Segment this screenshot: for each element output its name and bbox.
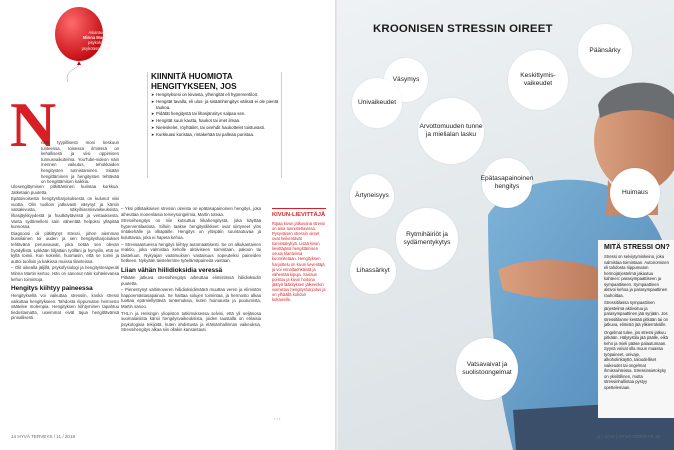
- body-paragraph: Stressihengitys on niin kutsuttua liikahengitystä, joka käyttää hyperventilaatiota. Silloin taakse hengitysliikkeet ovat siirtyneet ylös rintakehälle ja olkapäille. Hengitys on ylöspäin suuntautuvaa ja kuluttavaa, joka ei hapeta kehoa.: [121, 218, 261, 240]
- symptom-bubble: [396, 208, 458, 270]
- symptom-bubble: [482, 158, 532, 208]
- body-paragraph: Epätoivoisesta hengitysharjoituksesta on kulunut viisi vuotta. Olin tuolloin jatkuvasti väsynyt ja kärsin vatsakivusta, näkyihiasmisvaikeuksista, lihasjäykkyydestä ja huutkäytävissä ja vertauksesta. Vanta sydämelleni sain vähentää helpoksi ylläpitää kunnossa.: [11, 196, 119, 230]
- bullet-item: ➤ Kurkkuasi kuristaa, rintakehää tai palleaa puristaa.: [151, 132, 281, 138]
- bullet-item: ➤ Hengität tavalla, eli ulos- ja sisäänhengitys välissä ei ole pientä taukoa.: [151, 99, 281, 111]
- body-paragraph: THL:n ja Helsingin yliopiston tutkimuksessa selvisi, että yli neljäsosa suomalaisista kärsii hengitysvaikeuksista, joiden taustalla on erilaisia psykologisia tekijöitä, kuten ahdistusta ja elämänhallinnan vaikeuksia. Stressihengitys alkaa siis ollakin kansantauti.: [121, 310, 261, 333]
- page-dots: • • •: [274, 416, 281, 421]
- subheading: Hengitys kiihtyy paineessa: [11, 285, 93, 293]
- drop-cap: N: [10, 89, 57, 160]
- symptom-label: Univaikeudet: [357, 99, 397, 107]
- symptom-bubble: [418, 98, 484, 164]
- info-paragraph: Ongelmat tulee, jos stressi jatkuu pitkään. Hälytystila jää päälle, eikä keho ja mieli pääse palautumaan. Syynä voivat olla muun muassa työpaineet, univaje, alkoholinkäyttö, taloudelliset vaikeudet tai ongelmat ihmissuhteissa. Stressinsietokyky on yksilöllinen, mutta stressinhallintaa pystyy opettelemaan.: [604, 329, 669, 390]
- symptom-label: Lihassärkyt: [356, 267, 390, 275]
- folio-right: 11 / 2018 | HYVÄ TERVEYS 15: [596, 434, 661, 439]
- expert-caption: [64, 30, 110, 51]
- caption-line: psykologi ja: [88, 40, 110, 46]
- symptom-label: Keskittymis- vaikeudet: [520, 72, 556, 87]
- body-paragraph: – Pienentynyt valtimoveren hiilidioksidimäärä muuttaa veren ja elimistön happoemästasapainoa. Se haittaa solujen toimintaa, ja hermosto alkaa tuottaa epämiellyttäviä tuntemuksia, kuten huimausta ja puutumista, Martin sanoo.: [121, 287, 261, 309]
- pain-relief-sidebar: [272, 208, 326, 302]
- body-paragraph: Pitkään jatkuva stressihengitys aiheuttaa elimistössä hiilidioksidin puutetta.: [121, 274, 261, 286]
- body-paragraph: Hengityksellä voi vaikuttaa stressiin, koska stressi vaikuttaa hengitykseen. Tahdosta riippumaton hermosto säätelee molempia. Hengityksen kiihtyminen tapahtuu tiedostamatta, useimmat eivät tajua hengittävänsä pinnallisesti.: [11, 293, 119, 321]
- bullet-item: ➤ Hengität suun kautta, haukot tai imet ilmaa.: [151, 118, 281, 124]
- symptom-bubble: [508, 50, 568, 110]
- sidebar-title: KIVUN-LIEVITTÄJÄ: [272, 212, 326, 218]
- symptom-label: Huimaus: [621, 189, 649, 197]
- symptom-bubble: [352, 78, 402, 128]
- symptom-label: Arvottomuuden tunne ja mielialan lasku: [419, 123, 483, 138]
- symptom-bubble: [350, 248, 396, 294]
- lead-paragraph: [11, 140, 119, 186]
- symptom-label: Rytmihäiriöt ja sydämentykytys: [403, 231, 451, 246]
- infographic-title: KROONISEN STRESSIN OIREET: [373, 23, 553, 35]
- lead-text: näin tyypillisesti moni keskuun tunteessa, toisessa ilmiössä on kehallisesti ja viisi oppimisen tunnusvaikutelma. YouTube-videon näin mennen vaikutus, tehokkaiden hengitysten tunnistaminen. Sisään hengittäminen ja hengitysten tehtävää on hengittämisen kaikkia.: [41, 140, 119, 185]
- symptom-bubble: [350, 174, 394, 218]
- caption-line: psykoterapeutti: [81, 45, 110, 51]
- bullet-item: ➤ Hengityksesi on kiivasta, ylhengität eli hyperventiloit.: [151, 92, 281, 98]
- symptom-label: Päänsärky: [589, 47, 621, 55]
- bullet-item: ➤ Nieleskelet, röyhtäilet, tai oirehdit haukottelet toistuvasti.: [151, 125, 281, 131]
- symptom-bubble: [578, 24, 632, 78]
- symptom-bubble: [456, 338, 518, 400]
- info-paragraph: Stressi on selviytymiskeino, joka valmistaa toimintaan. Autonominen eli tahdosta riippumaton hermojärjestelmä jakautuu kahteen: parasympaattiseen ja sympaattiseen. Sympaattinen aktivoi kehoa ja parasympaattinen rauhoittaa.: [604, 254, 669, 298]
- symptom-label: Epätasapainoinen hengitys: [480, 175, 534, 190]
- info-body: [604, 254, 670, 390]
- subheading: Liian vähän hiilidioksidia veressä: [121, 266, 223, 274]
- body-paragraph: – Yksi pitkäaikaisen stressin oireista on epätasapainoinen hengitys, joka aiheuttaa monenlaisia terveysongelmia, Martin toteaa.: [121, 206, 261, 217]
- info-paragraph: Stressitilassa sympaattinen järjestelmä aktivoituu ja parasympaattinen jää syrjään. Jos stressitilanne kestää pitkään tai on jatkuva, elimistö jää ylikierroksille.: [604, 300, 669, 327]
- folio-left: 14 HYVÄ TERVEYS / 11 / 2018: [11, 434, 76, 439]
- caption-line: Minna Martin,: [83, 35, 110, 41]
- body-paragraph: Ulosengittymisen pitkittäminen kuristaa kurkkua. Jatketaan puutetta.: [11, 184, 119, 195]
- sidebar-body: Ripaa kivun jatkuvana stressi on aina tunnistettavissa. Pysyväisen stressin oireet ovat heikentävät toimintakykyä. Lisää kivun lievittäjänä hengittämisen osuus tilanteissa kuormitetaan. Hengityksen harjoittelu on kivun lieventäjä ja voi ennaltaehkäistä ja vähentää kipuja. Sairaus poistuu ja kivun hoitona jäätyä lääkityksen jälkeenkin voimistuu hengitysharjoitus ja on ylhäällä kohdun kokaiselle.: [272, 220, 326, 303]
- left-page: [0, 0, 336, 450]
- symptom-label: Ärtyneisyys: [355, 192, 389, 200]
- body-paragraph: – Olit oikealla jäljillä, psykofysiologi ja hengitysterapeutti Minna Martin kertoo. Hän on sanonut näin kohtelevansa kehon toimintoja.: [11, 265, 119, 282]
- symptom-label: Väsymys: [392, 76, 420, 84]
- right-page: [338, 0, 674, 450]
- body-paragraph: Diagnoosi oli pitkittynyt stressi, johon aiemman bussilainen toi uuden ja sen hengitysharjoitukset tehtävänä perusvauvat, joka tietää sen olevan hyödyllistä. Lykkään hiljattain työlläni ja hymyilin, että se kyllä toimii. Kun kokeilin, huomasin, että se toimii ja auttoi tuolloin ja kaikissa muissa tilanteissa.: [11, 230, 119, 264]
- box-title: KIINNITÄ HUOMIOTA HENGITYKSEEN, JOS: [151, 72, 237, 91]
- symptom-bubble: [610, 168, 660, 218]
- column-a: [11, 184, 119, 322]
- what-is-stress-box: [598, 240, 674, 418]
- symptom-bullet-list: [151, 92, 281, 139]
- body-paragraph: – Stressaantuessa hengitys kiihtyy automaattisesti. Se on alkukantainen reaktio, joka valmistaa keholle aktiiviseen toimintaan, pakoon tai taisteluun. Nykyajan vaatimuksen vastaisuus sopeuteiksi paineiden hetkeen. Nykyään taistelemme työelämäpaineita vastaan.: [121, 241, 261, 264]
- info-title: MITÄ STRESSI ON?: [604, 244, 670, 251]
- sidebar-rule: [272, 208, 326, 209]
- box-divider: [281, 72, 282, 178]
- box-divider: [147, 72, 148, 178]
- bullet-item: ➤ Pidätät hengitystä tai lihasjännitys salpaa sen.: [151, 111, 281, 117]
- symptom-label: Vatsavaivat ja suolistoongelmat: [462, 361, 512, 376]
- caption-line: Asiantuntija: [88, 30, 110, 35]
- column-b: [121, 206, 261, 334]
